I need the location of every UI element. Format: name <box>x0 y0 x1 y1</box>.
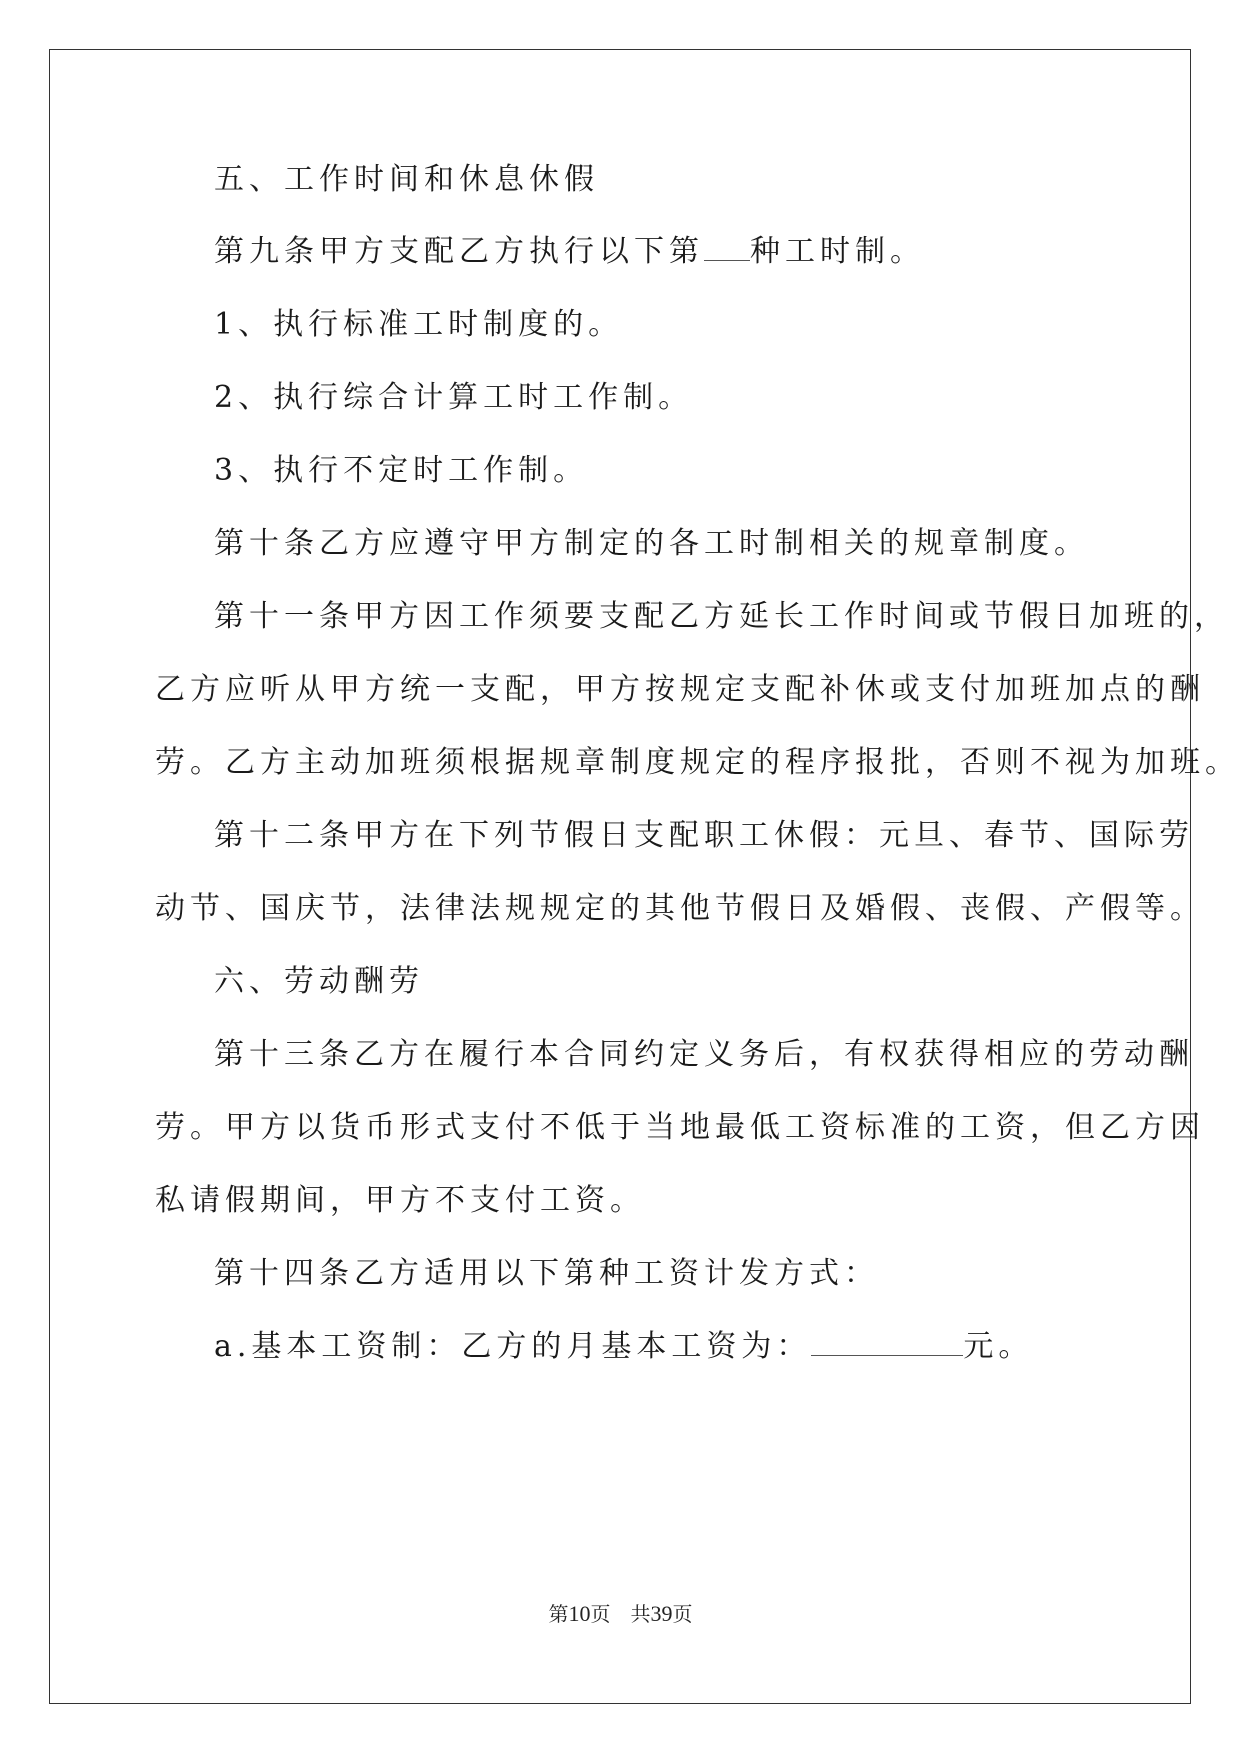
article-11-line-1: 第十一条甲方因工作须要支配乙方延长工作时间或节假日加班的， <box>214 599 1229 634</box>
page-mid: 页 <box>590 1604 611 1626</box>
basic-salary-text-after: 元。 <box>963 1329 1034 1364</box>
fill-in-blank-salary[interactable] <box>811 1327 963 1356</box>
section-heading-remuneration: 六、劳动酬劳 <box>214 964 424 999</box>
page-prefix: 第 <box>548 1604 569 1626</box>
page-current: 10 <box>568 1601 591 1626</box>
article-14: 第十四条乙方适用以下第种工资计发方式： <box>214 1256 879 1291</box>
list-item-1: 1、执行标准工时制度的。 <box>214 307 624 342</box>
section-heading-work-hours: 五、工作时间和休息休假 <box>214 162 599 197</box>
article-13-line-3: 私请假期间，甲方不支付工资。 <box>155 1183 645 1218</box>
basic-salary-line <box>214 1327 1033 1367</box>
page-border <box>49 49 1191 1704</box>
article-9-text-after: 种工时制。 <box>750 234 925 269</box>
article-13-line-2: 劳。甲方以货币形式支付不低于当地最低工资标准的工资，但乙方因 <box>155 1110 1205 1145</box>
article-12-line-1: 第十二条甲方在下列节假日支配职工休假：元旦、春节、国际劳 <box>214 818 1194 853</box>
page-total: 39 <box>650 1601 673 1626</box>
total-suffix: 页 <box>672 1604 693 1626</box>
article-11-line-3: 劳。乙方主动加班须根据规章制度规定的程序报批，否则不视为加班。 <box>155 745 1240 780</box>
article-10: 第十条乙方应遵守甲方制定的各工时制相关的规章制度。 <box>214 526 1089 561</box>
list-item-3: 3、执行不定时工作制。 <box>214 453 589 488</box>
article-13-line-1: 第十三条乙方在履行本合同约定义务后，有权获得相应的劳动酬 <box>214 1037 1194 1072</box>
article-12-line-2: 动节、国庆节，法律法规规定的其他节假日及婚假、丧假、产假等。 <box>155 891 1205 926</box>
page-footer <box>0 1598 1241 1627</box>
article-11-line-2: 乙方应听从甲方统一支配，甲方按规定支配补休或支付加班加点的酬 <box>155 672 1205 707</box>
total-prefix: 共 <box>630 1604 651 1626</box>
fill-in-blank-work-system[interactable] <box>704 232 750 261</box>
article-9-text-before: 第九条甲方支配乙方执行以下第 <box>214 234 704 269</box>
basic-salary-text-before: a.基本工资制：乙方的月基本工资为： <box>214 1329 812 1364</box>
list-item-2: 2、执行综合计算工时工作制。 <box>214 380 694 415</box>
article-9 <box>214 232 925 272</box>
